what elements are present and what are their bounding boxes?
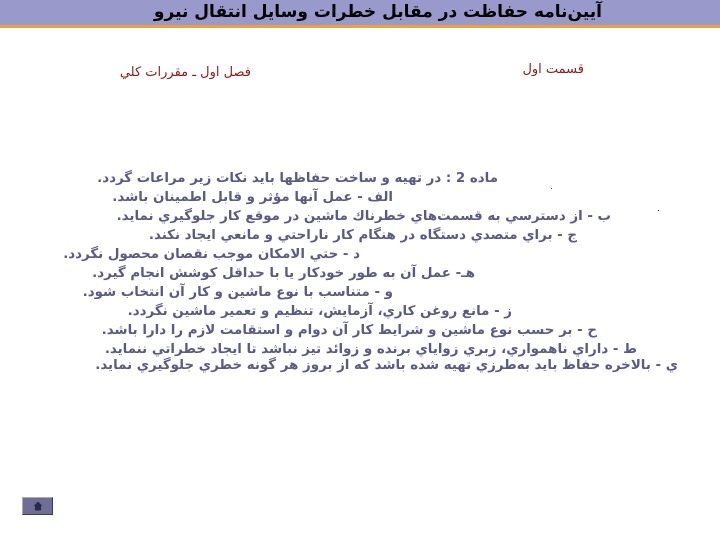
section-label: قسمت اول [522,62,584,77]
article-heading-line: ماده 2 : در تهيه و ساخت حفاظها بايد نكات زير مراعات گردد. [97,171,498,186]
clause-line: ط - داراي ناهمواري، زبري زواياي برنده و زوائد تيز نباشد تا ايجاد خطراتي ننمايد. [104,342,637,357]
clause-line: هـ- عمل آن به طور خودكار يا با حداقل كوشش انجام گيرد. [92,266,475,281]
title-bar [0,0,720,28]
clause-line: ب - از دسترسي به قسمت‌هاي خطرناك ماشين در موقع كار جلوگيري نمايد. [116,209,611,224]
clause-line: ي - بالاخره حفاظ بايد به‌طرزي تهيه شده باشد كه از بروز هر گونه خطري جلوگيري نمايد. [95,358,678,373]
page-title: آيين‌نامه حفاظت در مقابل خطرات وسايل انتقال نيرو [153,2,602,22]
clause-line: ز - مانع روغن كاري، آزمايش، تنظيم و تعمير ماشين نگردد. [127,304,512,319]
clause-line: ج - براي متصدي دستگاه در هنگام كار ناراحتي و مانعي ايجاد نكند. [148,228,577,243]
article-body [42,169,680,372]
clause-line: و - متناسب با نوع ماشين و كار آن انتخاب شود. [82,285,393,300]
home-icon [33,501,43,511]
clause-line: ح - بر حسب نوع ماشين و شرايط كار آن دوام و استقامت لازم را دارا باشد. [101,323,597,338]
clause-line: د - حتي الامكان موجب نقصان محصول نگردد. [63,247,360,262]
clause-line: الف - عمل آنها مؤثر و قابل اطمينان باشد. [112,190,393,205]
chapter-label: فصل اول ـ مقررات كلي [119,65,251,80]
home-button[interactable] [22,497,53,515]
